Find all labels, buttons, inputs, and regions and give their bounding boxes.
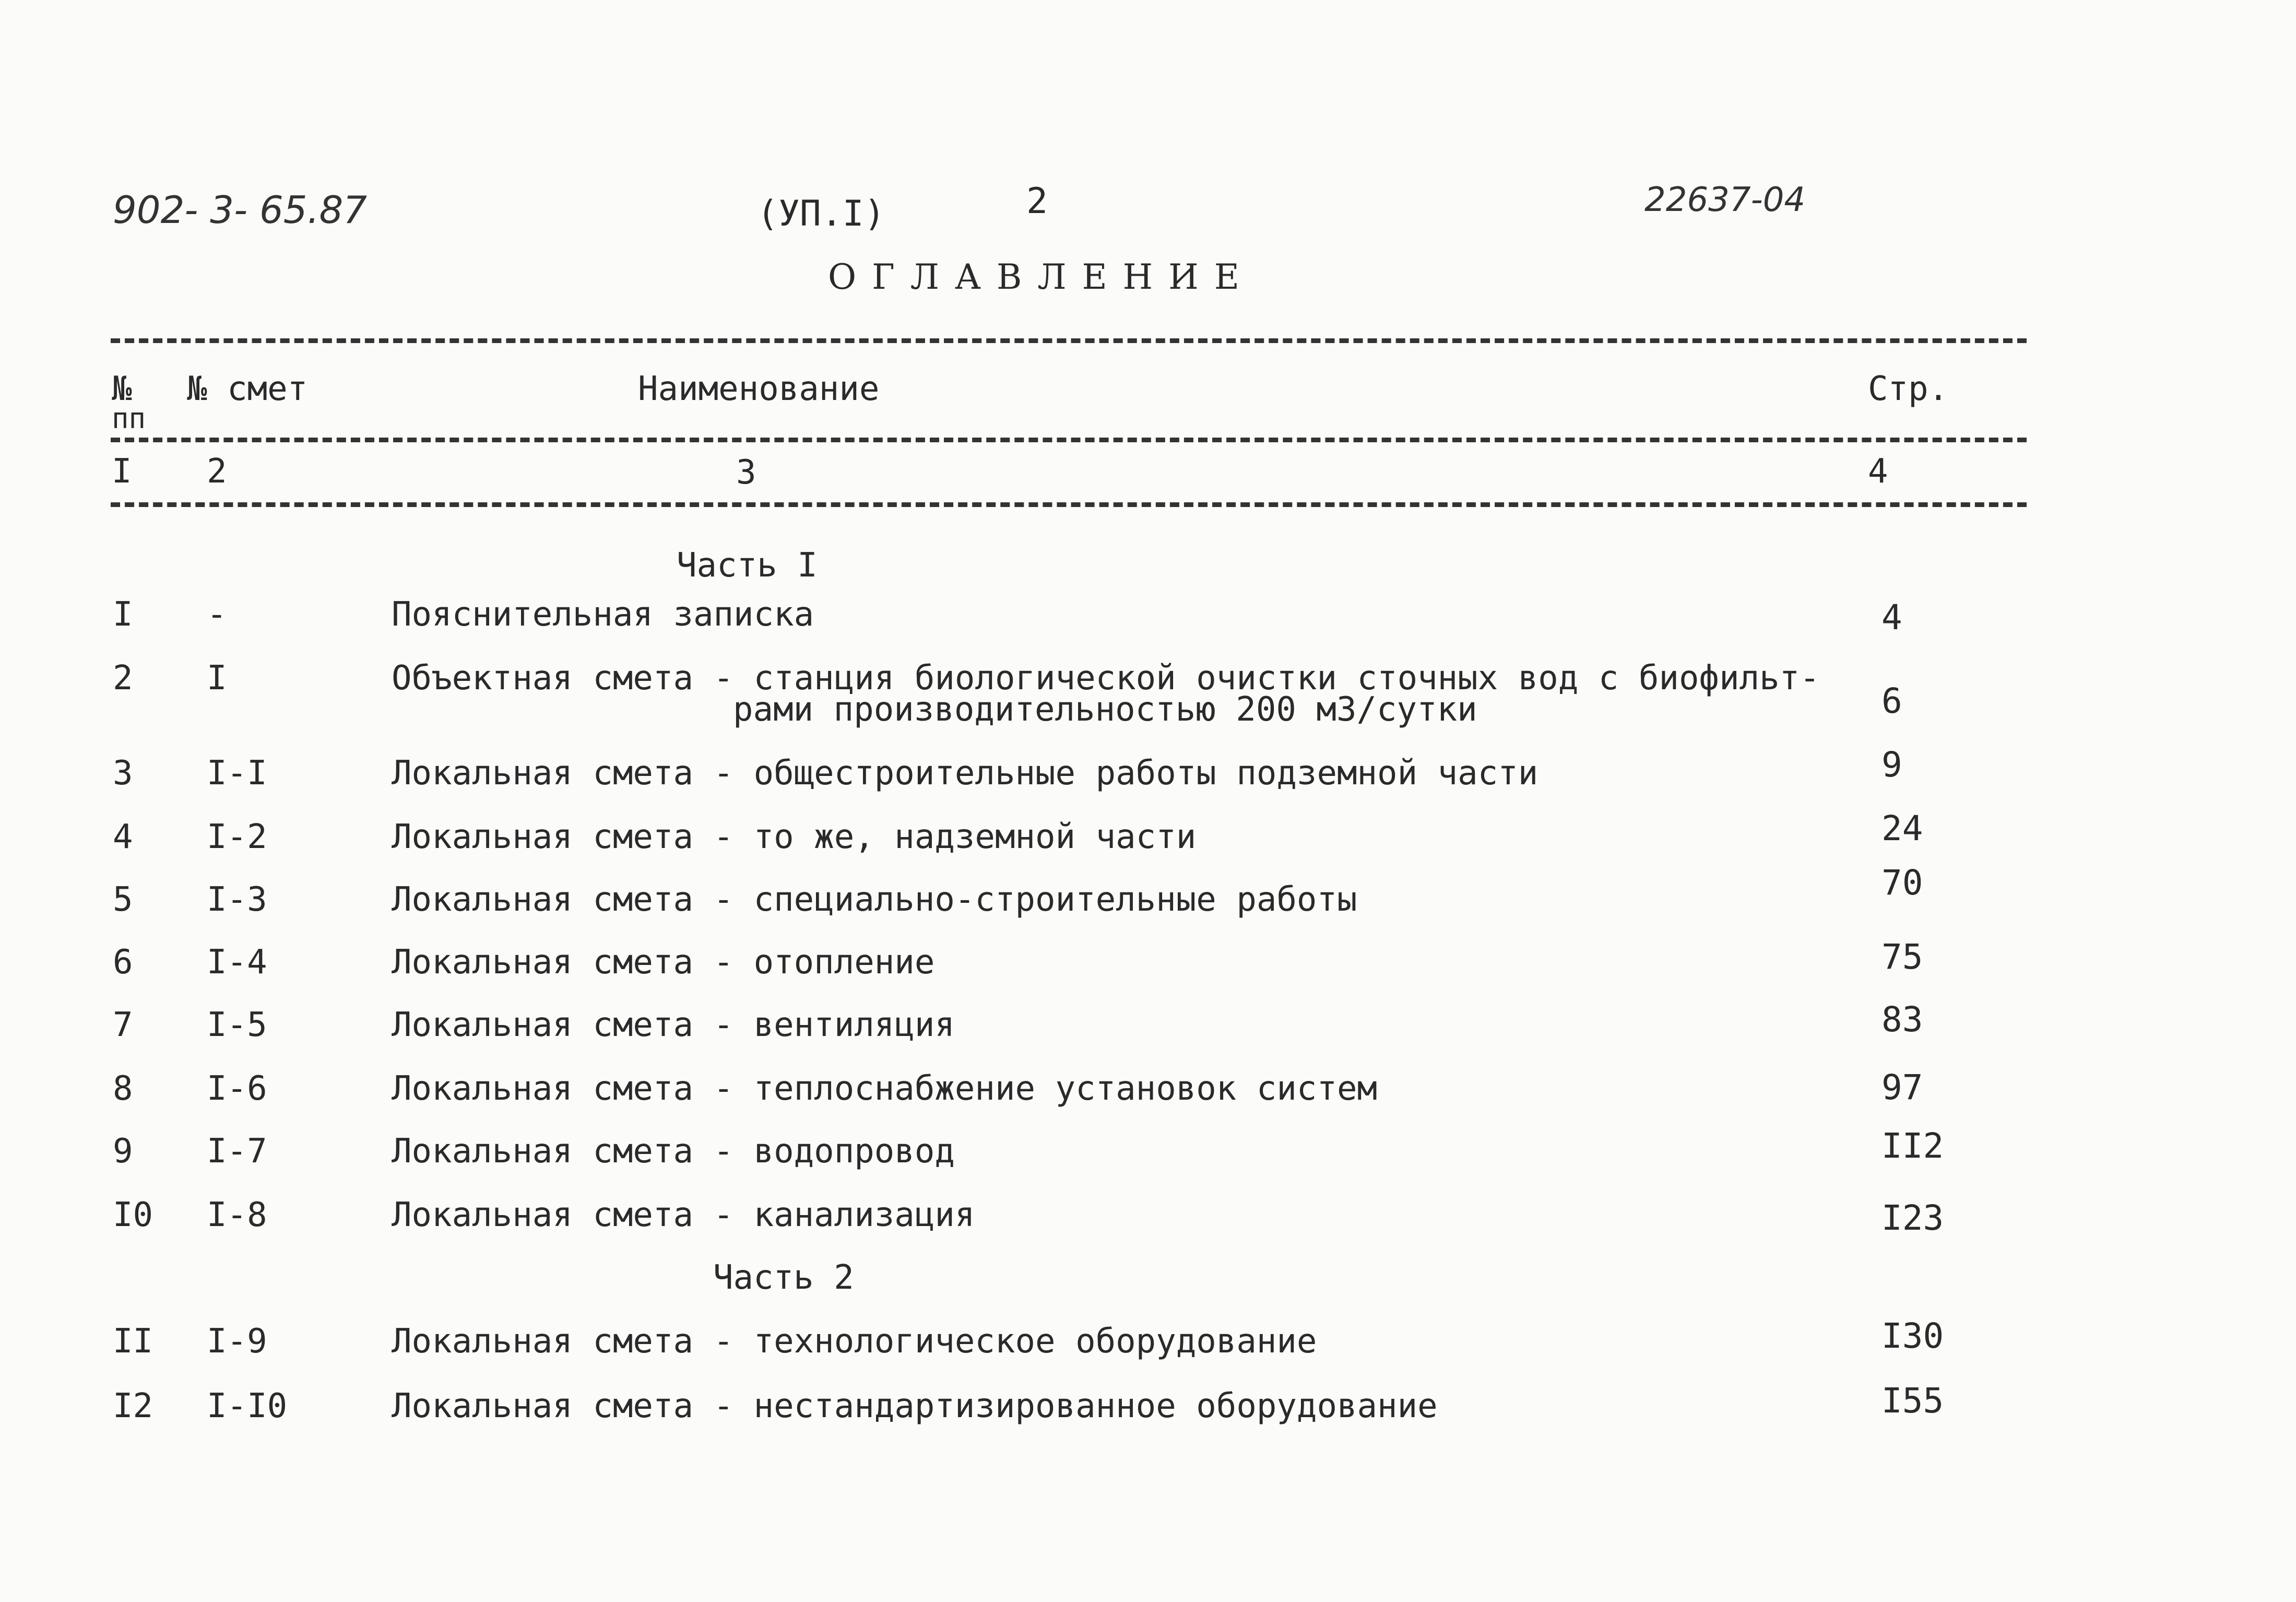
row-estimate: I-2 — [207, 818, 267, 856]
row-estimate: I-I — [207, 754, 267, 793]
row-num: 5 — [113, 880, 133, 919]
row-name: Локальная смета - водопровод — [392, 1132, 955, 1171]
row-estimate: I-5 — [207, 1006, 267, 1044]
row-num: II — [113, 1322, 153, 1361]
row-num: 6 — [113, 943, 133, 982]
row-estimate: I-4 — [207, 943, 267, 982]
document-code: 902- 3- 65.87 — [113, 188, 368, 232]
row-num: 4 — [113, 818, 133, 856]
row-num: 2 — [113, 659, 133, 698]
row-estimate: I-8 — [207, 1196, 267, 1234]
row-page: I55 — [1881, 1381, 1944, 1421]
col-index-3: 3 — [736, 453, 756, 492]
col-index-1: I — [112, 452, 132, 491]
divider-mid — [111, 438, 2027, 442]
row-name: Локальная смета - канализация — [392, 1196, 975, 1234]
row-page: I23 — [1881, 1198, 1944, 1238]
row-name-continued: рами производительностью 200 м3/сутки — [733, 690, 1477, 729]
row-name: Локальная смета - отопление — [392, 943, 935, 982]
row-page: 9 — [1881, 745, 1902, 785]
row-estimate: I-7 — [207, 1132, 267, 1171]
row-name: Локальная смета - теплоснабжение установок систем — [392, 1069, 1378, 1108]
row-page: 75 — [1881, 937, 1923, 977]
row-estimate: - — [207, 595, 227, 634]
row-name: Локальная смета - вентиляция — [392, 1006, 955, 1044]
col-index-2: 2 — [207, 452, 227, 491]
row-page: 83 — [1881, 999, 1923, 1040]
row-page: 6 — [1881, 681, 1902, 721]
row-name: Объектная смета - станция биологической очистки сточных вод с биофильт- — [392, 659, 1820, 698]
page-number: 2 — [1026, 181, 1048, 222]
row-num: 3 — [113, 754, 133, 793]
row-name: Локальная смета - общестроительные работы подземной части — [392, 754, 1538, 793]
col-index-4: 4 — [1868, 452, 1888, 491]
col-estimate-header: № смет — [187, 370, 308, 408]
divider-bottom — [111, 502, 2027, 507]
row-estimate: I-I0 — [207, 1387, 288, 1426]
col-num-header: № — [112, 370, 132, 408]
row-num: I0 — [113, 1196, 153, 1234]
row-num: 8 — [113, 1069, 133, 1108]
page-title: ОГЛАВЛЕНИЕ — [828, 257, 1255, 297]
row-page: 70 — [1881, 863, 1923, 903]
row-page: 24 — [1881, 808, 1923, 849]
row-estimate: I-3 — [207, 880, 267, 919]
row-name: Локальная смета - нестандартизированное оборудование — [392, 1387, 1438, 1426]
row-num: 9 — [113, 1132, 133, 1171]
inventory-number: 22637-04 — [1644, 181, 1806, 219]
part-heading: Часть 2 — [713, 1258, 854, 1297]
row-name: Локальная смета - то же, надземной части — [392, 818, 1197, 856]
col-page-header: Стр. — [1868, 370, 1949, 408]
row-estimate: I-9 — [207, 1322, 267, 1361]
row-name: Пояснительная записка — [392, 595, 814, 634]
row-num: I2 — [113, 1387, 153, 1426]
volume-label: (УП.I) — [757, 193, 885, 234]
row-name: Локальная смета - специально-строительные работы — [392, 880, 1357, 919]
row-estimate: I — [207, 659, 227, 698]
row-num: 7 — [113, 1006, 133, 1044]
row-name: Локальная смета - технологическое оборудование — [392, 1322, 1317, 1361]
row-estimate: I-6 — [207, 1069, 267, 1108]
col-num-header-sub: пп — [112, 402, 146, 435]
row-page: 97 — [1881, 1067, 1923, 1108]
row-page: 4 — [1881, 597, 1902, 638]
row-page: II2 — [1881, 1126, 1944, 1166]
part-heading: Часть I — [677, 546, 818, 585]
divider-top — [111, 338, 2027, 343]
row-num: I — [113, 595, 133, 634]
col-name-header: Наименование — [638, 370, 880, 408]
row-page: I30 — [1881, 1316, 1944, 1356]
